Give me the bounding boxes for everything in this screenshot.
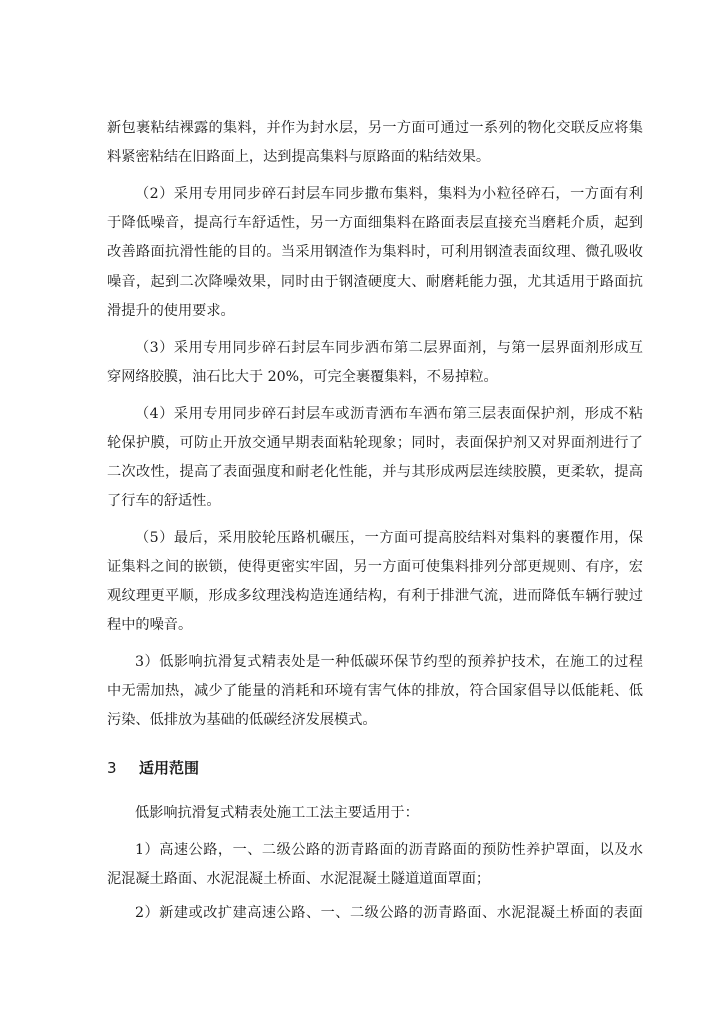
- paragraph-line: 中无需加热，减少了能量的消耗和环境有害气体的排放，符合国家倡导以低能耗、低: [107, 683, 643, 699]
- paragraph-line: 穿网络胶膜，油石比大于 20%，可完全裹覆集料，不易掉粒。: [107, 369, 498, 385]
- paragraph-line: 证集料之间的嵌锁，使得更密实牢固，另一方面可使集料排列分部更规则、有序，宏: [107, 559, 643, 575]
- paragraph-line: 滑提升的使用要求。: [107, 303, 235, 319]
- section-heading: [107, 757, 199, 781]
- paragraph-line: 低影响抗滑复式精表处施工工法主要适用于：: [135, 805, 419, 821]
- paragraph-line: 观纹理更平顺，形成多纹理浅构造连通结构，有利于排泄气流，进而降低车辆行驶过: [107, 588, 643, 604]
- paragraph-line: （2）采用专用同步碎石封层车同步撒布集料，集料为小粒径碎石，一方面有利: [135, 186, 643, 202]
- paragraph-line: 1）高速公路，一、二级公路的沥青路面的沥青路面的预防性养护罩面，以及水: [135, 842, 643, 858]
- paragraph-line: 3）低影响抗滑复式精表处是一种低碳环保节约型的预养护技术，在施工的过程: [135, 654, 643, 670]
- paragraph-line: 程中的噪音。: [107, 617, 193, 633]
- paragraph-line: 污染、低排放为基础的低碳经济发展模式。: [107, 712, 377, 728]
- paragraph-line: 二次改性，提高了表面强度和耐老化性能，并与其形成两层连续胶膜，更柔软，提高: [107, 464, 643, 480]
- paragraph-line: （5）最后，采用胶轮压路机碾压，一方面可提高胶结料对集料的裹覆作用，保: [135, 530, 643, 546]
- paragraph-line: 2）新建或改扩建高速公路、一、二级公路的沥青路面、水泥混凝土桥面的表面: [135, 905, 643, 921]
- section-number: 3: [107, 759, 117, 777]
- paragraph-line: 料紧密粘结在旧路面上，达到提高集料与原路面的粘结效果。: [107, 149, 491, 165]
- paragraph-line: 噪音，起到二次降噪效果，同时由于钢渣硬度大、耐磨耗能力强，尤其适用于路面抗: [107, 274, 643, 290]
- paragraph-line: 于降低噪音，提高行车舒适性，另一方面细集料在路面表层直接充当磨耗介质，起到: [107, 215, 643, 231]
- paragraph-line: 新包裹粘结裸露的集料，并作为封水层，另一方面可通过一系列的物化交联反应将集: [107, 120, 643, 136]
- paragraph-line: （3）采用专用同步碎石封层车同步洒布第二层界面剂，与第一层界面剂形成互: [135, 340, 643, 356]
- paragraph-line: 改善路面抗滑性能的目的。当采用钢渣作为集料时，可利用钢渣表面纹理、微孔吸收: [107, 244, 643, 260]
- section-title: 适用范围: [139, 759, 200, 777]
- paragraph-line: 轮保护膜，可防止开放交通早期表面粘轮现象；同时，表面保护剂又对界面剂进行了: [107, 435, 643, 451]
- paragraph-line: 泥混凝土路面、水泥混凝土桥面、水泥混凝土隧道道面罩面；: [107, 871, 491, 887]
- paragraph-line: 了行车的舒适性。: [107, 493, 221, 509]
- paragraph-line: （4）采用专用同步碎石封层车或沥青洒布车洒布第三层表面保护剂，形成不粘: [135, 406, 643, 422]
